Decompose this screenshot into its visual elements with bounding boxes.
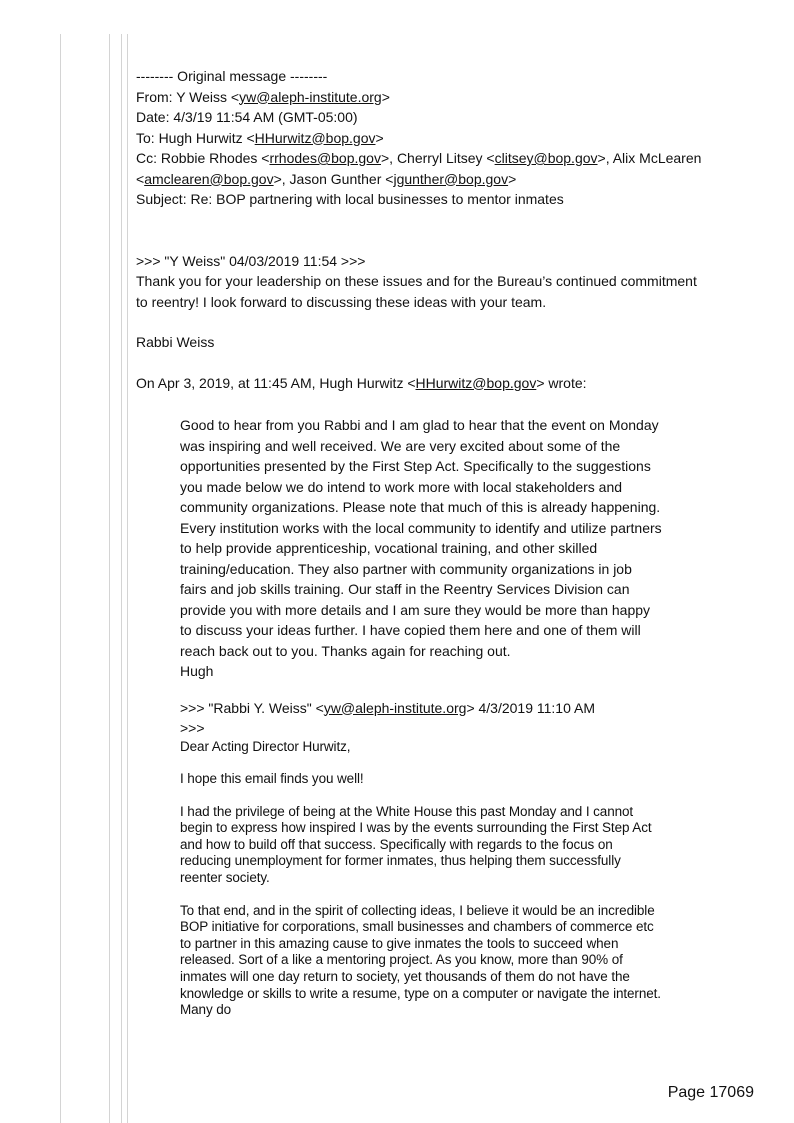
email-thread bbox=[136, 66, 706, 1019]
cc-email-link[interactable]: amclearen@bop.gov bbox=[144, 170, 274, 187]
quote-rule bbox=[121, 34, 122, 1123]
original-message-separator: -------- Original message -------- bbox=[136, 68, 328, 84]
reply-marker: >>> "Y Weiss" 04/03/2019 11:54 >>> bbox=[136, 252, 366, 269]
salutation: Dear Acting Director Hurwitz, bbox=[180, 738, 351, 754]
quote-rule bbox=[109, 34, 110, 1123]
original-marker-cont: >>> bbox=[180, 720, 205, 736]
to-email-link[interactable]: HHurwitz@bop.gov bbox=[254, 129, 376, 146]
from-email-link[interactable]: yw@aleph-institute.org bbox=[239, 88, 382, 105]
cc-email-link[interactable]: clitsey@bop.gov bbox=[494, 150, 598, 166]
quoted-reply bbox=[180, 415, 662, 1019]
email-header bbox=[136, 66, 706, 210]
cc-email-link[interactable]: rrhodes@bop.gov bbox=[269, 150, 381, 166]
original-paragraph: I hope this email finds you well! bbox=[180, 771, 364, 787]
reply-signature: Rabbi Weiss bbox=[136, 334, 215, 350]
cc-email-link[interactable]: jgunther@bop.gov bbox=[393, 170, 509, 187]
attribution-email-link[interactable]: HHurwitz@bop.gov bbox=[415, 374, 537, 391]
quoted-original-message bbox=[180, 698, 662, 1019]
attribution-line: On Apr 3, 2019, at 11:45 AM, Hugh Hurwitz <HHurwitz@bop.gov> wrote: bbox=[136, 374, 587, 391]
date-line: Date: 4/3/19 11:54 AM (GMT-05:00) bbox=[136, 109, 358, 125]
original-email-link[interactable]: yw@aleph-institute.org bbox=[323, 699, 467, 716]
hugh-signature: Hugh bbox=[180, 663, 214, 679]
margin-rule bbox=[60, 34, 61, 1123]
page-number: Page 17069 bbox=[667, 1084, 754, 1101]
subject-line: Subject: Re: BOP partnering with local businesses to mentor inmates bbox=[136, 191, 564, 207]
quote-rule bbox=[127, 34, 128, 1123]
from-line: From: Y Weiss <yw@aleph-institute.org> bbox=[136, 88, 390, 105]
to-line: To: Hugh Hurwitz <HHurwitz@bop.gov> bbox=[136, 129, 384, 146]
cc-line: Cc: Robbie Rhodes <rrhodes@bop.gov>, Cherryl Litsey <clitsey@bop.gov>, Alix McLearen <amclearen@bop.gov>, Jason Gunther <jgunther@bop.gov> bbox=[136, 150, 702, 187]
original-paragraph: To that end, and in the spirit of collecting ideas, I believe it would be an incredible BOP initiative for corporations, small businesses and chambers of commerce etc to partner in this amazing cause to give inmates the tools to succeed when released. Sort of a like a mentoring project. As you know, more than 90% of inmates will one day return to society, yet thousands of them do not have the knowledge or skills to write a resume, type on a computer or navigate the internet. Many do bbox=[180, 902, 661, 1018]
reply-body: Thank you for your leadership on these issues and for the Bureau’s continued commitment to reentry! I look forward to discussing these ideas with your team. bbox=[136, 273, 697, 310]
hugh-message-body: Good to hear from you Rabbi and I am glad to hear that the event on Monday was inspiring and well received. We are very excited about some of the opportunities presented by the First Step Act. Specifically to the suggestions you made below we do intend to work more with local stakeholders and community organizations. Please note that much of this is already happening. Every institution works with the local community to identify and utilize partners to help provide apprenticeship, vocational training, and other skilled training/education. They also partner with community organizations in job fairs and job skills training. Our staff in the Reentry Services Division can provide you with more details and I am sure they would be more than happy to discuss your ideas further. I have copied them here and one of them will reach back out to you. Thanks again for reaching out. bbox=[180, 417, 662, 659]
original-marker: >>> "Rabbi Y. Weiss" <yw@aleph-institute.org> 4/3/2019 11:10 AM bbox=[180, 699, 596, 716]
original-paragraph: I had the privilege of being at the White House this past Monday and I cannot begin to express how inspired I was by the events surrounding the First Step Act and how to build off that success. Specifically with regards to the focus on reducing unemployment for former inmates, thus helping them successfully reenter society. bbox=[180, 803, 652, 886]
